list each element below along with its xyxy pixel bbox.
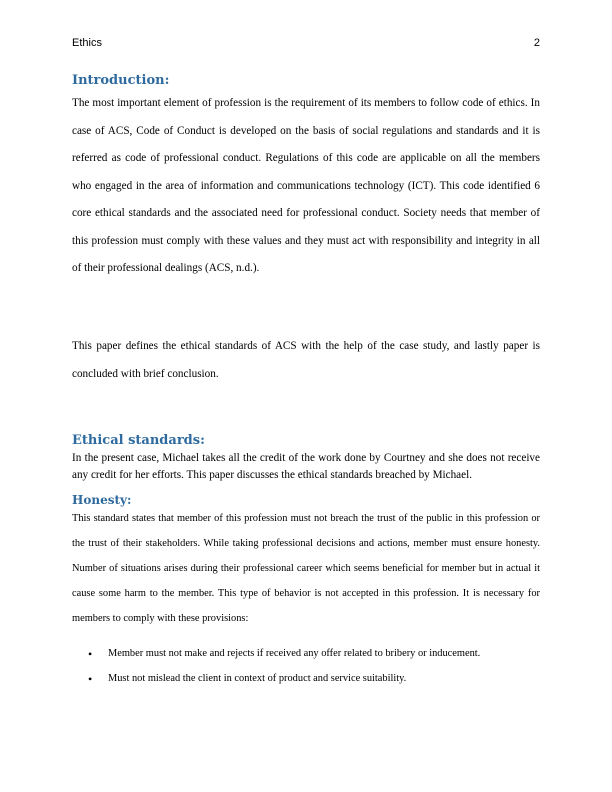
honesty-heading: Honesty: <box>72 493 132 507</box>
honesty-provisions-list <box>88 646 540 696</box>
ethical-standards-heading: Ethical standards: <box>72 433 205 448</box>
running-title: Ethics <box>72 37 102 49</box>
list-item <box>88 646 540 671</box>
list-item-text: Member must not make and rejects if received any offer related to bribery or inducement. <box>108 648 481 659</box>
bullet-icon: • <box>88 672 93 686</box>
honesty-paragraph: This standard states that member of this profession must not breach the trust of the public in this profession or the trust of their stakeholders. While taking professional decisions and actions, member must ensure honesty. Number of situations arises during their professional career which seems beneficial for member but in actual it cause some harm to the member. This type of behavior is not accepted in this profession. It is necessary for members to comply with these provisions: <box>72 513 540 624</box>
list-item <box>88 671 540 696</box>
introduction-paragraph: The most important element of profession is the requirement of its members to follow code of ethics. In case of ACS, Code of Conduct is developed on the basis of social regulations and standards and it is referred as code of professional conduct. Regulations of this code are applicable on all the members who engaged in the area of information and communications technology (ICT). This code identified 6 core ethical standards and the associated need for professional conduct. Society needs that member of this profession must comply with these values and they must act with responsibility and integrity in all of their professional dealings (ACS, n.d.). <box>72 97 540 274</box>
bullet-icon: • <box>88 647 93 661</box>
page-header <box>72 37 540 51</box>
case-summary-paragraph: In the present case, Michael takes all the credit of the work done by Courtney and she does not receive any credit for her efforts. This paper discusses the ethical standards breached by Michael. <box>72 452 540 481</box>
introduction-heading: Introduction: <box>72 73 170 88</box>
paper-scope-paragraph: This paper defines the ethical standards of ACS with the help of the case study, and lastly paper is concluded with brief conclusion. <box>72 340 540 380</box>
page-number: 2 <box>533 37 540 49</box>
list-item-text: Must not mislead the client in context of product and service suitability. <box>108 673 407 684</box>
